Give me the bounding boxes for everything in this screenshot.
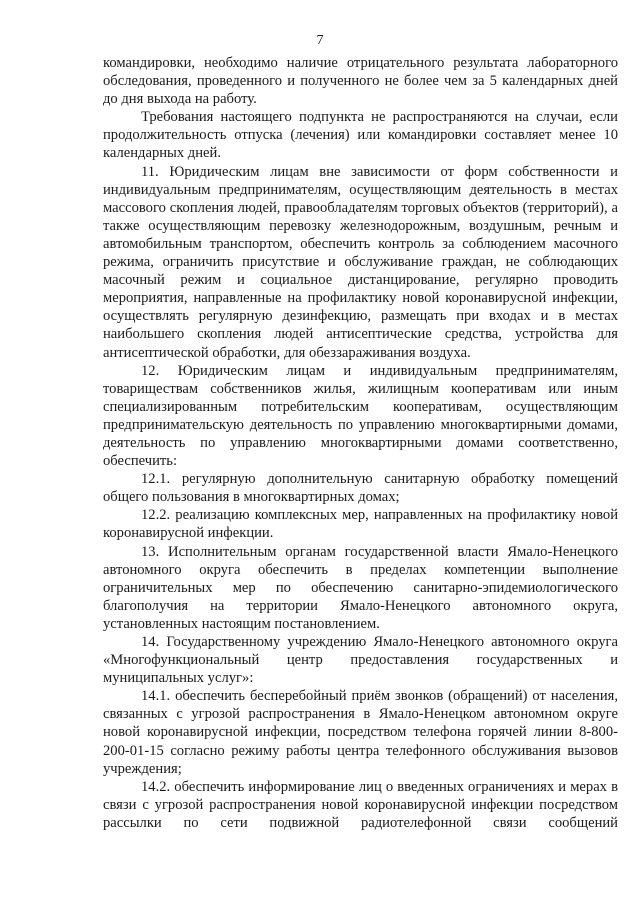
paragraph-item-14-2: 14.2. обеспечить информирование лиц о введенных ограничениях и мерах в связи с угрозой распространения новой коронавирусной инфекции посредством рассылки по сети подвижной радиотелефонной связи сообщений xyxy=(103,778,618,831)
paragraph-item-12: 12. Юридическим лицам и индивидуальным предпринимателям, товариществам собственников жилья, жилищным кооперативам или иным специализированным потребительским кооперативам, осуществляющим предпринимательскую деятельность по управлению многоквартирными домами, деятельность по управлению многоквартирными домами соответственно, обеспечить: xyxy=(103,362,618,470)
paragraph-item-13: 13. Исполнительным органам государственной власти Ямало-Ненецкого автономного округа обеспечить в пределах компетенции выполнение ограничительных мер по обеспечению санитарно-эпидемиологического благополучия на территории Ямало-Ненецкого автономного округа, установленных настоящим постановлением. xyxy=(103,543,618,632)
paragraph-item-14-1: 14.1. обеспечить бесперебойный приём звонков (обращений) от населения, связанных с угрозой распространения в Ямало-Ненецком автономном округе новой коронавирусной инфекции, посредством телефона горячей линии 8-800-200-01-15 согласно режиму работы центра телефонного обслуживания вызовов учреждения; xyxy=(103,688,618,777)
paragraph-item-12-2: 12.2. реализацию комплексных мер, направленных на профилактику новой коронавирусной инфекции. xyxy=(103,507,618,542)
paragraph-exception: Требования настоящего подпункта не распространяются на случаи, если продолжительность отпуска (лечения) или командировки составляет менее 10 календарных дней. xyxy=(103,109,618,162)
paragraph-item-12-1: 12.1. регулярную дополнительную санитарную обработку помещений общего пользования в многоквартирных домах; xyxy=(103,471,618,506)
paragraph-item-11: 11. Юридическим лицам вне зависимости от форм собственности и индивидуальным предпринимателям, осуществляющим деятельность в местах массового скопления людей, правообладателям торговых объектов (территорий), а также осуществляющим перевозку железнодорожным, воздушным, речным и автомобильным транспортом, обеспечить контроль за соблюдением масочного режима, ограничить присутствие и обслуживание граждан, не соблюдающих масочный режим и социальное дистанцирование, регулярно проводить мероприятия, направленные на профилактику новой коронавирусной инфекции, осуществлять регулярную дезинфекцию, размещать при входах и в местах наибольшего скопления людей антисептические средства, устройства для антисептической обработки, для обеззараживания воздуха. xyxy=(103,163,618,361)
paragraph-continuation: командировки, необходимо наличие отрицательного результата лабораторного обследования, проведенного и полученного не более чем за 5 календарных дней до дня выхода на работу. xyxy=(103,55,618,108)
paragraph-item-14: 14. Государственному учреждению Ямало-Ненецкого автономного округа «Многофункциональный центр предоставления государственных и муниципальных услуг»: xyxy=(103,634,618,687)
document-body xyxy=(103,54,618,832)
page-number: 7 xyxy=(316,33,324,48)
